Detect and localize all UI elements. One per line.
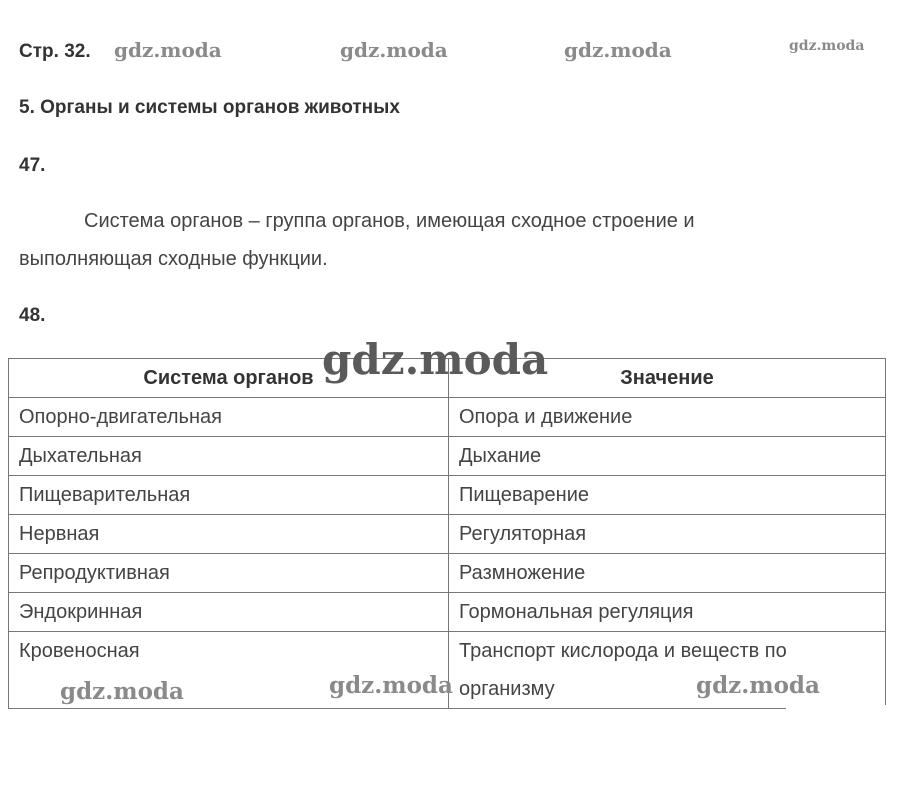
function-cell: Опора и движение — [449, 398, 886, 437]
watermark: gdz.moda — [564, 38, 672, 62]
task-number-47: 47. — [19, 155, 46, 176]
table-row — [9, 437, 886, 476]
organ-system-cell: Нервная — [9, 515, 449, 554]
function-cell: Транспорт кислорода и веществ по организму — [449, 632, 886, 709]
watermark: gdz.moda — [329, 672, 453, 699]
page-reference: Стр. 32. — [19, 41, 91, 62]
task-number-48: 48. — [19, 305, 46, 326]
watermark-large: gdz.moda — [322, 335, 549, 384]
table-row — [9, 593, 886, 632]
function-cell: Дыхание — [449, 437, 886, 476]
watermark: gdz.moda — [789, 38, 865, 54]
table-row — [9, 476, 886, 515]
table-row — [9, 554, 886, 593]
function-cell: Регуляторная — [449, 515, 886, 554]
watermark: gdz.moda — [60, 678, 184, 705]
function-cell: Размножение — [449, 554, 886, 593]
function-cell: Пищеварение — [449, 476, 886, 515]
organ-system-cell: Эндокринная — [9, 593, 449, 632]
organ-systems-table — [8, 358, 886, 709]
function-cell: Гормональная регуляция — [449, 593, 886, 632]
organ-system-cell: Дыхательная — [9, 437, 449, 476]
table-row — [9, 515, 886, 554]
watermark: gdz.moda — [114, 38, 222, 62]
organ-system-cell: Пищеварительная — [9, 476, 449, 515]
organ-system-cell: Опорно-двигательная — [9, 398, 449, 437]
definition-text-line-1: Система органов – группа органов, имеющая сходное строение и — [84, 210, 695, 232]
page-gap — [786, 705, 886, 711]
watermark: gdz.moda — [696, 672, 820, 699]
organ-system-cell: Репродуктивная — [9, 554, 449, 593]
watermark: gdz.moda — [340, 38, 448, 62]
table-row — [9, 398, 886, 437]
section-title: 5. Органы и системы органов животных — [19, 97, 400, 118]
header-organ-system: Система органов — [9, 359, 449, 398]
definition-text-line-2: выполняющая сходные функции. — [19, 248, 328, 270]
organ-system-cell: Кровеносная — [9, 632, 449, 709]
header-function: Значение — [449, 359, 886, 398]
